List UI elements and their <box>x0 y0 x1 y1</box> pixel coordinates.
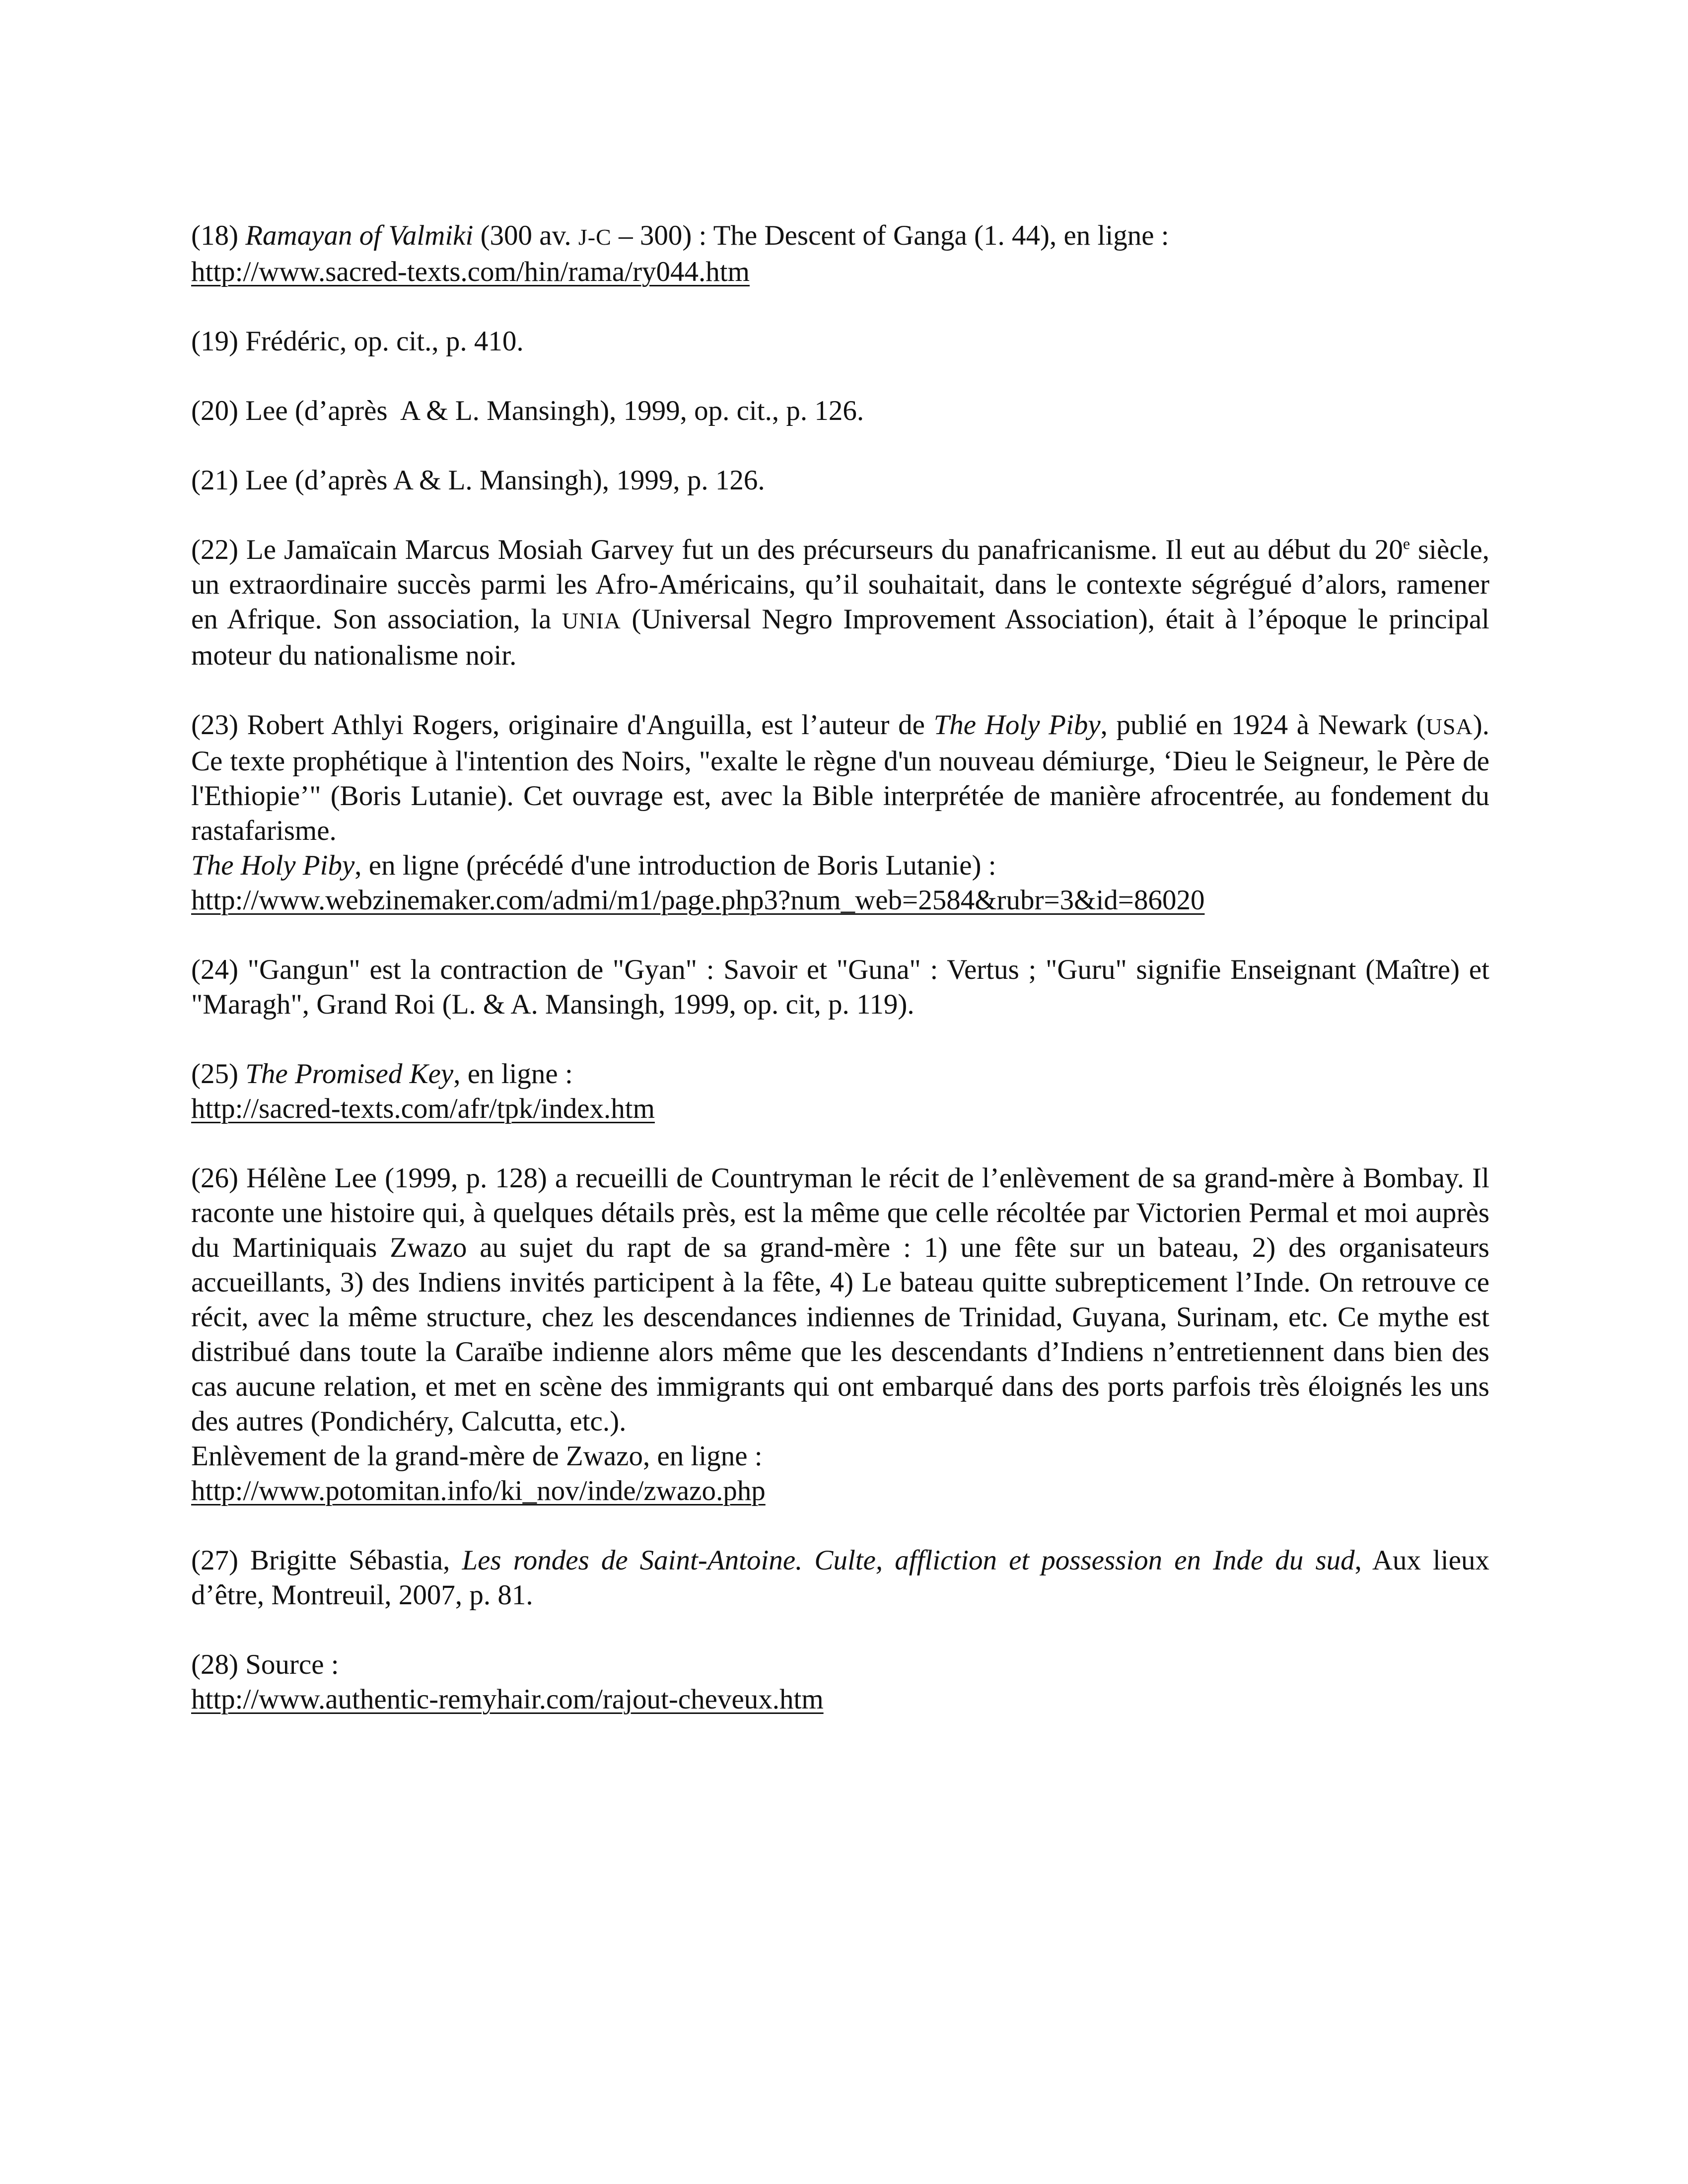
work-title: The Holy Piby <box>933 709 1101 741</box>
work-title: The Promised Key <box>245 1058 454 1090</box>
footnote-25: (25) The Promised Key, en ligne : http://sacred-texts.com/afr/tpk/index.htm <box>191 1057 1489 1126</box>
footnote-26-link[interactable]: http://www.potomitan.info/ki_nov/inde/zwazo.php <box>191 1475 766 1506</box>
footnote-28-link[interactable]: http://www.authentic-remyhair.com/rajout-cheveux.htm <box>191 1684 824 1715</box>
footnote-18-link[interactable]: http://www.sacred-texts.com/hin/rama/ry044.htm <box>191 256 750 287</box>
footnote-28: (28) Source : http://www.authentic-remyhair.com/rajout-cheveux.htm <box>191 1647 1489 1717</box>
footnote-18-text: (18) Ramayan of Valmiki (300 av. J-C – 300) : The Descent of Ganga (1. 44), en ligne : <box>191 220 1169 251</box>
work-title: Ramayan of Valmiki <box>245 220 474 251</box>
footnote-24: (24) "Gangun" est la contraction de "Gyan" : Savoir et "Guna" : Vertus ; "Guru" signifie Enseignant (Maître) et "Maragh", Grand Roi (L. & A. Mansingh, 1999, op. cit, p. 119). <box>191 954 1489 1020</box>
footnote-23: (23) Robert Athlyi Rogers, originaire d'Anguilla, est l’auteur de The Holy Piby, publié en 1924 à Newark (USA). Ce texte prophétique à l'intention des Noirs, "exalte le règne d'un nouveau démiurge, ‘Dieu le Seigneur, le Père de l'Ethiopie’" (Boris Lutanie). Cet ouvrage est, avec la Bible interprétée de manière afrocentrée, au fondement du rastafarisme. The Holy Piby, en ligne (précédé d'une introduction de Boris Lutanie) : http://www.webzinemaker.com/admi/m1/page.php3?num_web=2584&rubr=3&id=86020 <box>191 708 1489 918</box>
footnote-19: (19) Frédéric, op. cit., p. 410. <box>191 326 524 357</box>
footnote-21: (21) Lee (d’après A & L. Mansingh), 1999, p. 126. <box>191 465 765 496</box>
footnote-23-link[interactable]: http://www.webzinemaker.com/admi/m1/page.php3?num_web=2584&rubr=3&id=86020 <box>191 885 1205 916</box>
footnote-20: (20) Lee (d’après A & L. Mansingh), 1999, op. cit., p. 126. <box>191 395 864 426</box>
document-page <box>191 218 1489 1752</box>
footnote-18 <box>191 218 1489 289</box>
footnote-26: (26) Hélène Lee (1999, p. 128) a recueilli de Countryman le récit de l’enlèvement de sa grand-mère à Bombay. Il raconte une histoire qui, à quelques détails près, est la même que celle récoltée par Victorien Permal et moi auprès du Martiniquais Zwazo au sujet du rapt de sa grand-mère : 1) une fête sur un bateau, 2) des organisateurs accueillants, 3) des Indiens invités participent à la fête, 4) Le bateau quitte subrepticement l’Inde. On retrouve ce récit, avec la même structure, chez les descendances indiennes de Trinidad, Guyana, Surinam, etc. Ce mythe est distribué dans toute la Caraïbe indienne alors même que les descendants d’Indiens n’entretiennent dans bien des cas aucune relation, et met en scène des immigrants qui ont embarqué dans des ports parfois très éloignés les uns des autres (Pondichéry, Calcutta, etc.). Enlèvement de la grand-mère de Zwazo, en ligne : http://www.potomitan.info/ki_nov/inde/zwazo.php <box>191 1161 1489 1508</box>
work-title: Les rondes de Saint-Antoine. Culte, affliction et possession en Inde du sud <box>462 1545 1355 1576</box>
work-title: The Holy Piby <box>191 850 355 881</box>
footnote-25-link[interactable]: http://sacred-texts.com/afr/tpk/index.htm <box>191 1093 655 1124</box>
footnote-22: (22) Le Jamaïcain Marcus Mosiah Garvey fut un des précurseurs du panafricanisme. Il eut au début du 20e siècle, un extraordinaire succès parmi les Afro-Américains, qu’il souhaitait, dans le contexte ségrégué d’alors, ramener en Afrique. Son association, la UNIA (Universal Negro Improvement Association), était à l’époque le principal moteur du nationalisme noir. <box>191 534 1490 671</box>
footnote-27: (27) Brigitte Sébastia, Les rondes de Saint-Antoine. Culte, affliction et possession en Inde du sud, Aux lieux d’être, Montreuil, 2007, p. 81. <box>191 1545 1490 1611</box>
